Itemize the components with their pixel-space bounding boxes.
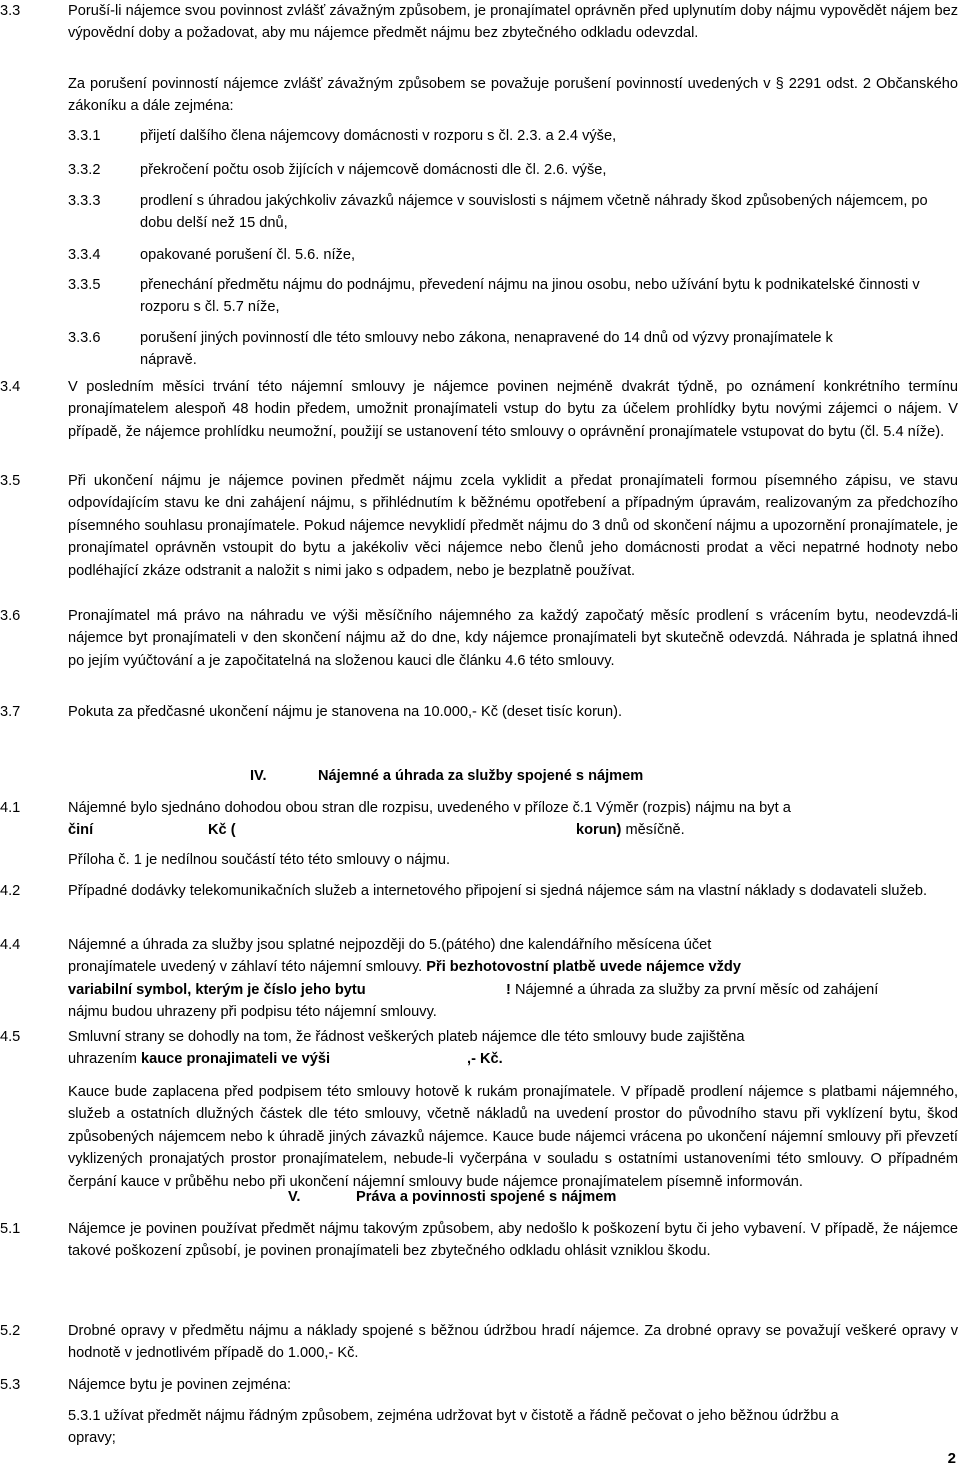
item-text: přijetí dalšího člena nájemcovy domácnosti v rozporu s čl. 2.3. a 2.4 výše, — [140, 128, 617, 144]
clause-4-4 — [0, 934, 960, 1024]
clause-text: Případné dodávky telekomunikačních služeb a internetového připojení si sjedná nájemce sám na vlastní náklady s dodavateli služeb. — [68, 883, 928, 899]
clause-text: Drobné opravy v předmětu nájmu a náklady spojené s běžnou údržbou hradí nájemce. Za drobné opravy se považují veškeré opravy v hodnotě v jednotlivém případě do 1.000,- Kč. — [68, 1323, 958, 1362]
clause-text-main: Nájemné bylo sjednáno dohodou obou stran dle rozpisu, uvedeného v příloze č.1 Výměr (rozpis) nájmu na byt a — [68, 800, 791, 816]
section-number: IV. — [250, 768, 267, 784]
clause-3-5 — [0, 470, 960, 582]
clause-text: Nájemce je povinen používat předmět nájmu takovým způsobem, aby nedošlo k poškození bytu či jeho vybavení. V případě, že nájemce takové poškození způsobí, je povinen pronajímateli bez zbytečného odkladu ohlásit vzniklou škodu. — [68, 1221, 958, 1260]
clause-5-3-1 — [0, 1405, 960, 1450]
page-number: 2 — [947, 1450, 956, 1467]
account-text: pronajímatele uvedený v záhlaví této nájemní smlouvy. — [68, 959, 423, 976]
clause-4-1-note — [0, 849, 960, 871]
item-3-3-1 — [0, 125, 960, 147]
clause-number: 4.2 — [0, 883, 21, 899]
amount-label: činí — [68, 822, 94, 839]
clause-number: 3.4 — [0, 379, 21, 395]
item-number: 3.3.5 — [68, 277, 101, 293]
deposit-prefix: uhrazením — [68, 1051, 137, 1068]
clause-4-2 — [0, 880, 960, 902]
clause-number: 3.6 — [0, 608, 21, 624]
item-text: přenechání předmětu nájmu do podnájmu, převedení nájmu na jinou osobu, nebo užívání bytu k podnikatelské činnosti v rozporu s čl. 5.7 níže, — [140, 277, 920, 316]
words-label: korun) — [576, 822, 622, 839]
clause-number: 5.2 — [0, 1323, 21, 1339]
item-number: 3.3.4 — [68, 247, 101, 263]
clause-text — [68, 1026, 958, 1071]
clause-number: 4.4 — [0, 937, 21, 953]
currency-label: Kč ( — [208, 822, 236, 839]
clause-5-1 — [0, 1218, 960, 1263]
clause-number: 4.1 — [0, 800, 21, 816]
item-3-3-2 — [0, 159, 960, 181]
item-number: 3.3.6 — [68, 330, 101, 346]
clause-3-3-intro — [0, 73, 960, 118]
deposit-terms: Kauce bude zaplacena před podpisem této smlouvy hotově k rukám pronajímatele. V případě prodlení nájemce s platbami nájemného, služeb a ostatních dlužných částek dle této smlouvy, včetně nákladů na uvedení prostor do původního stavu při vyklízení bytu, škod způsobených nájemcem nebo k úhradě jiných závazků nájemce. Kauce bude nájemci vrácena po ukončení nájemní smlouvy při převzetí vyklizených pronajatých prostor pronajímatelem, nebude-li vyčerpána v souladu s ostatními ustanoveními této smlouvy. O případném čerpání kauce v průběhu nebo při ukončení nájemní smlouvy bude nájemce pronajímatelem písemně informován. — [68, 1084, 958, 1190]
clause-number: 3.5 — [0, 473, 21, 489]
clause-text: Poruší-li nájemce svou povinnost zvlášť závažným způsobem, je pronajímatel oprávněn před uplynutím doby nájmu vypovědět nájem bez výpovědní doby a požadovat, aby mu nájemce předmět nájmu bez zbytečného odkladu odevzdal. — [68, 3, 958, 42]
clause-text: Pronajímatel má právo na náhradu ve výši měsíčního nájemného za každý započatý měsíc prodlení s vrácením bytu, neodevzdá-li nájemce byt pronajímateli v den skončení nájmu až do dne, kdy nájemce pronajímateli byt skutečně odevzdá. Náhrada je splatná ihned po jejím vyúčtování a je započitatelná na složenou kauci dle článku 4.6 této smlouvy. — [68, 608, 958, 669]
clause-4-1 — [0, 797, 960, 842]
section-title: Práva a povinnosti spojené s nájmem — [356, 1189, 617, 1205]
variable-symbol-note: Při bezhotovostní platbě uvede nájemce vždy — [426, 959, 741, 976]
clause-number: 3.7 — [0, 704, 21, 720]
deposit-currency: ,- Kč. — [467, 1051, 503, 1068]
clause-number: 5.1 — [0, 1221, 21, 1237]
item-number: 3.3.1 — [68, 128, 101, 144]
item-3-3-3 — [0, 190, 960, 235]
first-month-text: Nájemné a úhrada za služby za první měsíc od zahájení — [514, 981, 879, 998]
clause-text: V posledním měsíci trvání této nájemní smlouvy je nájemce povinen nejméně dvakrát týdně, po oznámení konkrétního termínu pronajímatelem alespoň 48 hodin předem, umožnit pronajímateli vstup do bytu za účelem prohlídky bytu novými zájemci o nájem. V případě, že nájemce prohlídku neumožní, použijí se ustanovení této smlouvy o oprávnění pronajímatele vstupovat do bytu (čl. 5.4 níže). — [68, 379, 958, 440]
clause-number: 4.5 — [0, 1029, 21, 1045]
clause-4-5-deposit — [0, 1081, 960, 1193]
clause-text — [68, 797, 958, 842]
clause-4-5 — [0, 1026, 960, 1071]
clause-5-2 — [0, 1320, 960, 1365]
section-number: V. — [288, 1189, 301, 1205]
item-text: prodlení s úhradou jakýchkoliv závazků nájemce v souvislosti s nájmem včetně náhrady škod způsobených nájemcem, po dobu delší než 15 dnů, — [140, 193, 928, 232]
clause-number: 3.3 — [0, 3, 21, 19]
clause-3-4 — [0, 376, 960, 443]
item-3-3-4 — [0, 244, 960, 266]
clause-text — [68, 934, 958, 1024]
item-number: 3.3.2 — [68, 162, 101, 178]
item-number: 3.3.3 — [68, 193, 101, 209]
clause-5-3 — [0, 1374, 960, 1396]
exclamation: ! — [506, 981, 511, 998]
deposit-amount-label: kauce pronajimateli ve výši — [141, 1051, 331, 1068]
deposit-intro: Smluvní strany se dohodly na tom, že řádnost veškerých plateb nájemce dle této smlouvy bude zajištěna — [68, 1029, 745, 1045]
clause-text: Pokuta za předčasné ukončení nájmu je stanovena na 10.000,- Kč (deset tisíc korun). — [68, 704, 623, 720]
item-3-3-6 — [0, 327, 960, 372]
clause-number: 5.3 — [0, 1377, 21, 1393]
sub-item-text: 5.3.1 užívat předmět nájmu řádným způsobem, zejména udržovat byt v čistotě a řádně pečovat o jeho běžnou údržbu a opravy; — [68, 1408, 839, 1447]
variable-symbol-text: variabilní symbol, kterým je číslo jeho bytu — [68, 981, 366, 998]
monthly-label: měsíčně. — [625, 822, 685, 839]
item-3-3-5 — [0, 274, 960, 319]
annex-note: Příloha č. 1 je nedílnou součástí této této smlouvy o nájmu. — [68, 852, 451, 868]
clause-3-6 — [0, 605, 960, 672]
clause-3-3 — [0, 0, 960, 45]
clause-text: Za porušení povinností nájemce zvlášť závažným způsobem se považuje porušení povinností uvedených v § 2291 odst. 2 Občanského zákoníku a dále zejména: — [68, 76, 958, 115]
clause-3-7 — [0, 701, 960, 723]
due-date-text: Nájemné a úhrada za služby jsou splatné nejpozději do 5.(pátého) dne kalendářního měsícena účet — [68, 937, 712, 953]
item-text: opakované porušení čl. 5.6. níže, — [140, 247, 355, 263]
clause-text: Nájemce bytu je povinen zejména: — [68, 1377, 292, 1393]
item-text: porušení jiných povinností dle této smlouvy nebo zákona, nenapravené do 14 dnů od výzvy pronajímatele k nápravě. — [140, 330, 833, 369]
item-text: překročení počtu osob žijících v nájemcově domácnosti dle čl. 2.6. výše, — [140, 162, 607, 178]
section-title: Nájemné a úhrada za služby spojené s nájmem — [318, 768, 644, 784]
signing-payment-text: nájmu budou uhrazeny při podpisu této nájemní smlouvy. — [68, 1004, 437, 1021]
clause-text: Při ukončení nájmu je nájemce povinen předmět nájmu zcela vyklidit a předat pronajímateli formou písemného zápisu, ve stavu odpovídajícím stavu ke dni zahájení nájmu, s přihlédnutím k běžnému opotřebení a případným úpravám, realizovaným za předchozího písemného souhlasu pronajímatele. Pokud nájemce nevyklidí předmět nájmu do 3 dnů od skončení nájmu a upozornění pronajímatele, je pronajímatel oprávněn vstoupit do bytu a jakékoliv věci nájemce nebo členů jeho domácnosti prodat a věci nepatrné hodnoty nebo podléhající zkáze odstranit a naložit s nimi jako s odpadem, nebo je bezplatně používat. — [68, 473, 958, 579]
